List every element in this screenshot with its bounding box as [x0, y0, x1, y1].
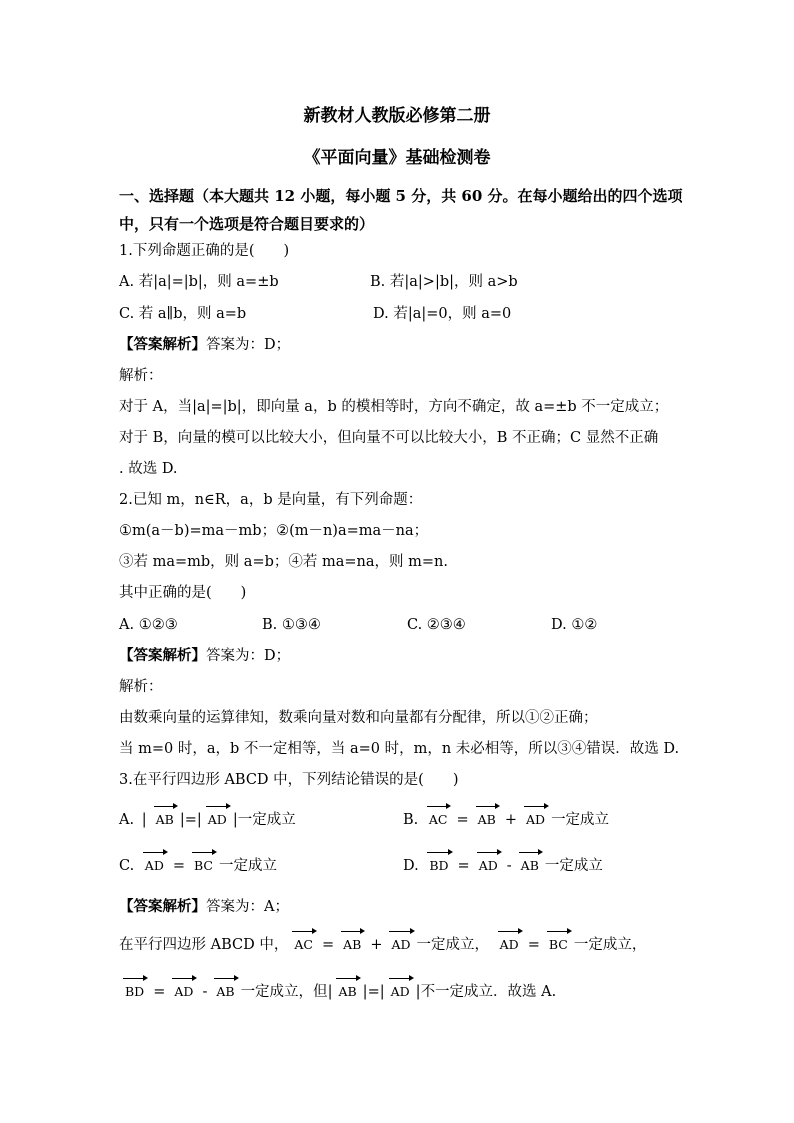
holds-text: 一定成立 [237, 812, 296, 828]
analysis-prefix: 在平行四边形 ABCD 中， [119, 937, 289, 953]
option-label: D. [403, 858, 419, 874]
vector-ad: AD [204, 810, 231, 830]
answer-tag: 【答案解析】 [119, 336, 206, 353]
abs-bar: | [415, 984, 421, 1000]
answer-text: 答案为：D； [206, 337, 291, 353]
holds-text: 一定成立， [573, 937, 647, 953]
conclusion-text: 不一定成立．故选 A. [420, 984, 557, 1000]
q3-option-c [119, 856, 277, 876]
q3-option-a [119, 810, 296, 830]
answer-text: 答案为：A； [206, 899, 289, 915]
equals-sign: = [456, 812, 469, 828]
vector-ad: AD [387, 982, 414, 1002]
minus-sign: - [202, 984, 208, 1000]
equals-sign: = [321, 937, 335, 953]
q2-propositions-1: ①m(a－b)=ma－mb；②(m－n)a=ma－na； [119, 523, 429, 539]
vector-ab: AB [339, 935, 365, 955]
vector-ad: AD [475, 856, 502, 876]
q1-answer [119, 335, 290, 355]
q3-option-b [403, 810, 609, 830]
equals-sign: = [457, 858, 470, 874]
equals-sign: = [367, 984, 380, 1000]
vector-ad: AD [170, 982, 197, 1002]
q2-answer [119, 646, 290, 666]
q1-option-c: C. 若 a∥b，则 a=b [119, 306, 247, 322]
q1-option-d: D. 若|a|=0，则 a=0 [373, 306, 512, 322]
abs-bar: | [179, 812, 185, 828]
q2-propositions-2: ③若 ma=mb，则 a=b；④若 ma=na，则 m=n. [119, 554, 448, 570]
answer-text: 答案为：D； [206, 648, 291, 664]
option-label: C. [119, 858, 135, 874]
q1-option-b: B. 若|a|>|b|，则 a>b [370, 274, 518, 290]
q1-analysis-line1: 对于 A，当|a|=|b|，即向量 a，b 的模相等时，方向不确定，故 a=±b 不一定成立； [119, 399, 669, 415]
q3-stem: 3.在平行四边形 ABCD 中，下列结论错误的是( ) [119, 772, 459, 788]
abs-bar: | [379, 984, 385, 1000]
vector-ad: AD [141, 856, 168, 876]
option-label: B. [403, 812, 419, 828]
q2-option-b: B. ①③④ [262, 617, 321, 633]
q2-analysis-line1: 由数乘向量的运算律知，数乘向量对数和向量都有分配律，所以①②正确； [119, 710, 598, 726]
vector-bd: BD [121, 982, 148, 1002]
q2-stem: 2.已知 m，n∈R，a，b 是向量，有下列命题： [119, 492, 423, 508]
answer-tag: 【答案解析】 [119, 898, 206, 915]
q2-option-c: C. ②③④ [407, 617, 466, 633]
vector-ab: AB [152, 810, 178, 830]
holds-text: 一定成立，但 [240, 984, 328, 1000]
option-label: A. [119, 812, 135, 828]
page-subtitle: 《平面向量》基础检测卷 [303, 148, 491, 168]
q1-option-a: A. 若|a|=|b|，则 a=±b [119, 274, 279, 290]
section-heading-line2: 中，只有一个选项是符合题目要求的） [119, 215, 375, 233]
q2-option-d: D. ①② [551, 617, 598, 633]
abs-bar: | [362, 984, 368, 1000]
q2-analysis-label: 解析： [119, 679, 163, 695]
abs-bar: | [196, 812, 202, 828]
q1-analysis-line3: . 故选 D. [119, 461, 178, 477]
vector-ab: AB [517, 856, 543, 876]
holds-text: 一定成立 [219, 858, 277, 874]
q3-analysis-line1 [119, 935, 646, 955]
equals-sign: = [153, 984, 166, 1000]
q3-option-d [403, 856, 603, 876]
vector-ac: AC [290, 935, 317, 955]
q3-analysis-line2 [119, 982, 556, 1002]
q1-stem: 1.下列命题正确的是( ) [119, 243, 290, 259]
abs-bar: | [232, 812, 238, 828]
holds-text: 一定成立， [416, 937, 490, 953]
vector-ad: AD [387, 935, 414, 955]
vector-ac: AC [425, 810, 452, 830]
abs-bar: | [141, 812, 147, 828]
q2-ask: 其中正确的是( ) [119, 585, 247, 601]
vector-bc: BC [190, 856, 217, 876]
vector-ab: AB [334, 982, 360, 1002]
vector-bc: BC [545, 935, 572, 955]
equals-sign: = [527, 937, 540, 953]
q1-analysis-label: 解析： [119, 368, 163, 384]
abs-bar: | [327, 984, 333, 1000]
equals-sign: = [172, 858, 186, 874]
holds-text: 一定成立 [551, 812, 610, 828]
section-heading-line1: 一、选择题（本大题共 12 小题，每小题 5 分，共 60 分。在每小题给出的四个选项 [119, 187, 683, 205]
equals-sign: = [184, 812, 197, 828]
q2-option-a: A. ①②③ [119, 617, 178, 633]
vector-bd: BD [425, 856, 452, 876]
vector-ab: AB [474, 810, 500, 830]
vector-ad: AD [522, 810, 549, 830]
page-title: 新教材人教版必修第二册 [303, 106, 491, 126]
holds-text: 一定成立 [544, 858, 603, 874]
plus-sign: + [370, 937, 383, 953]
vector-ab: AB [212, 982, 238, 1002]
vector-ad: AD [496, 935, 523, 955]
plus-sign: + [504, 812, 517, 828]
q1-analysis-line2: 对于 B，向量的模可以比较大小，但向量不可以比较大小，B 不正确；C 显然不正确 [119, 430, 659, 446]
q3-answer [119, 897, 289, 917]
answer-tag: 【答案解析】 [119, 647, 206, 664]
q2-analysis-line2: 当 m=0 时，a，b 不一定相等，当 a=0 时，m，n 未必相等，所以③④错误．故选 D. [119, 741, 680, 757]
minus-sign: - [506, 858, 512, 874]
